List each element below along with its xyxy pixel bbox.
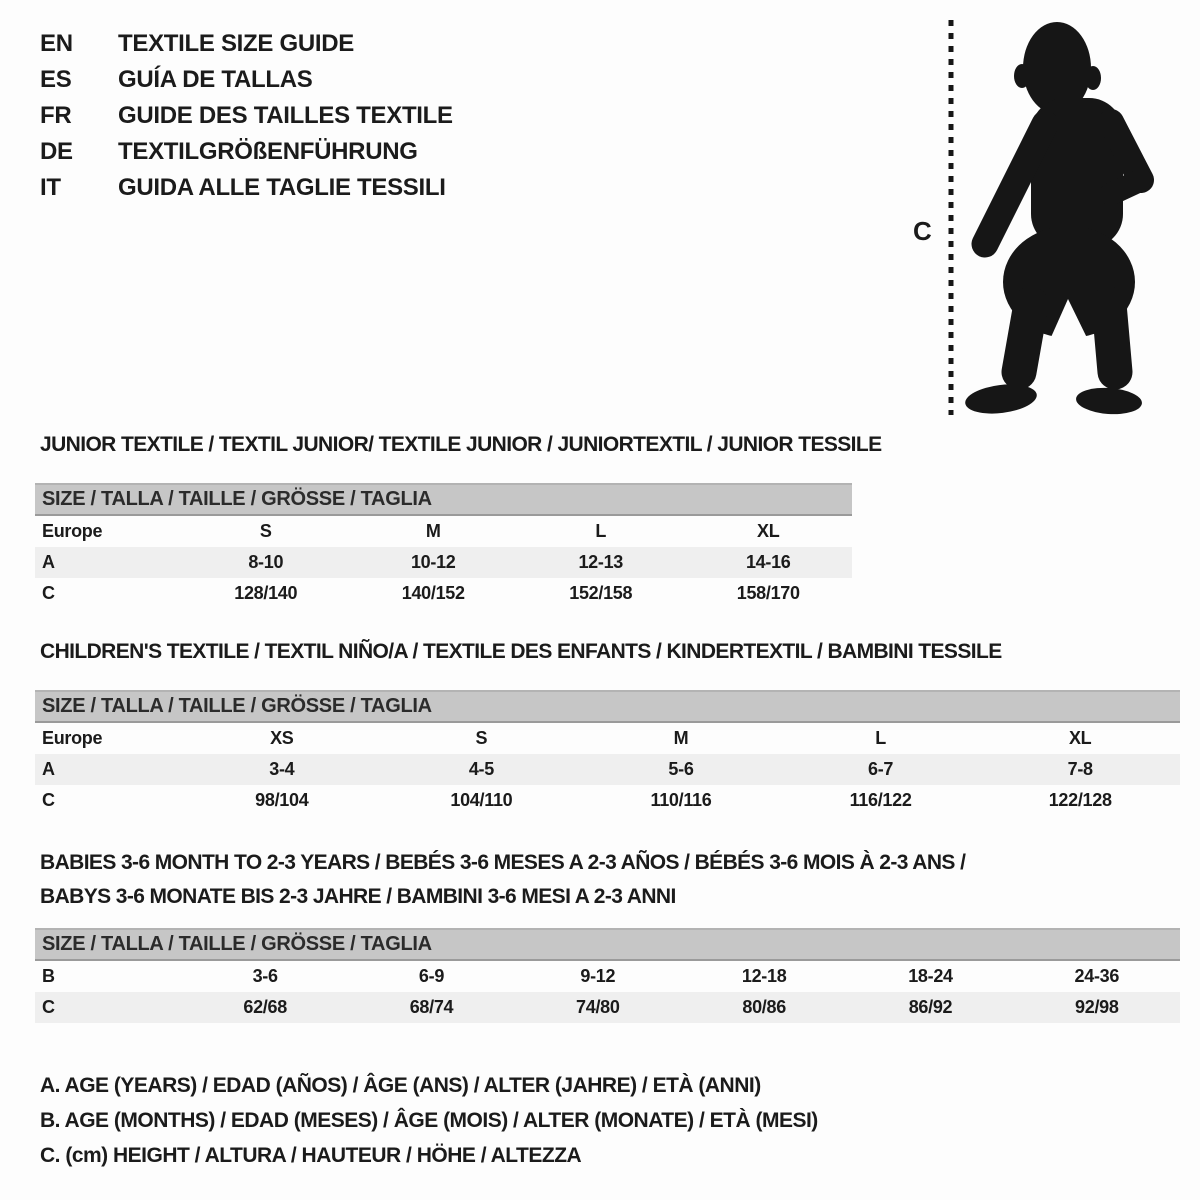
language-row-es (40, 62, 453, 98)
table-row-age (35, 547, 852, 578)
height-cell: 110/116 (650, 790, 712, 810)
language-code: DE (40, 138, 73, 165)
table-row-height (35, 785, 1180, 816)
row-label: C (42, 790, 55, 810)
row-label: C (42, 583, 55, 603)
height-cell: 80/86 (742, 997, 786, 1017)
age-cell: 9-12 (580, 966, 616, 986)
age-cell: 8-10 (248, 552, 284, 572)
children-size-table (35, 690, 1180, 816)
size-cell: XS (270, 728, 294, 748)
height-cell: 158/170 (736, 583, 800, 603)
row-label: B (42, 966, 55, 986)
section-title-line1: BABIES 3-6 MONTH TO 2-3 YEARS / BEBÉS 3-6 MESES A 2-3 AÑOS / BÉBÉS 3-6 MOIS À 2-3 ANS / (40, 851, 966, 874)
size-cell: L (595, 521, 607, 541)
height-cell: 116/122 (849, 790, 912, 810)
size-cell: XL (757, 521, 780, 541)
height-cell: 92/98 (1075, 997, 1119, 1017)
language-row-it (40, 170, 453, 206)
height-cell: 128/140 (234, 583, 298, 603)
age-cell: 18-24 (908, 966, 953, 986)
age-cell: 4-5 (468, 759, 494, 779)
guide-title: GUÍA DE TALLAS (118, 66, 313, 93)
size-cell: XL (1068, 728, 1092, 748)
size-cell: M (673, 728, 689, 748)
language-code: FR (40, 102, 72, 129)
age-cell: 6-9 (418, 966, 445, 986)
size-header-bar: SIZE / TALLA / TAILLE / GRÖSSE / TAGLIA (35, 483, 852, 516)
toddler-silhouette-icon (905, 12, 1165, 422)
size-cell: M (425, 521, 441, 541)
age-cell: 24-36 (1074, 966, 1120, 986)
size-cell: L (875, 728, 886, 748)
legend-line-c: C. (cm) HEIGHT / ALTURA / HAUTEUR / HÖHE / ALTEZZA (40, 1144, 582, 1167)
section-title: JUNIOR TEXTILE / TEXTIL JUNIOR/ TEXTILE JUNIOR / JUNIORTEXTIL / JUNIOR TESSILE (40, 433, 882, 456)
guide-title: GUIDA ALLE TAGLIE TESSILI (118, 174, 446, 201)
language-row-en (40, 26, 453, 62)
language-title-list (40, 26, 453, 206)
section-junior-textile (35, 433, 882, 609)
toddler-silhouette-figure (905, 12, 1165, 422)
height-cell: 68/74 (409, 997, 454, 1017)
height-cell: 104/110 (450, 790, 513, 810)
guide-title: TEXTILE SIZE GUIDE (118, 30, 354, 57)
age-cell: 12-18 (741, 966, 787, 986)
section-childrens-textile (35, 641, 1180, 816)
height-measure-label: C (913, 216, 932, 246)
table-row-age-months (35, 961, 1180, 992)
table-row-age (35, 754, 1180, 785)
guide-title: GUIDE DES TAILLES TEXTILE (118, 102, 453, 129)
row-label: A (42, 552, 55, 572)
guide-title: TEXTILGRÖßENFÜHRUNG (118, 138, 418, 165)
size-header-bar: SIZE / TALLA / TAILLE / GRÖSSE / TAGLIA (35, 928, 1180, 961)
section-babies-textile (35, 846, 1180, 1023)
babies-size-table (35, 928, 1180, 1023)
row-label: C (42, 997, 55, 1017)
table-row-europe (35, 723, 1180, 754)
language-code: IT (40, 174, 61, 201)
section-title-line2: BABYS 3-6 MONATE BIS 2-3 JAHRE / BAMBINI 3-6 MESI A 2-3 ANNI (40, 885, 676, 908)
language-code: ES (40, 66, 72, 93)
age-cell: 10-12 (410, 552, 456, 572)
table-row-height (35, 992, 1180, 1023)
age-cell: 7-8 (1067, 759, 1093, 779)
height-cell: 62/68 (243, 997, 287, 1017)
size-header-bar: SIZE / TALLA / TAILLE / GRÖSSE / TAGLIA (35, 690, 1180, 723)
age-cell: 12-13 (578, 552, 624, 572)
row-label: A (42, 759, 55, 779)
table-row-height (35, 578, 852, 609)
junior-size-table (35, 483, 852, 609)
measure-legend (40, 1068, 818, 1173)
legend-line-a: A. AGE (YEARS) / EDAD (AÑOS) / ÂGE (ANS) / ALTER (JAHRE) / ETÀ (ANNI) (40, 1074, 761, 1097)
table-row-europe (35, 516, 852, 547)
height-cell: 74/80 (576, 997, 620, 1017)
height-cell: 140/152 (401, 583, 465, 603)
height-cell: 98/104 (255, 790, 309, 810)
height-cell: 122/128 (1048, 790, 1112, 810)
age-cell: 3-6 (252, 966, 278, 986)
row-label: Europe (42, 521, 103, 541)
age-cell: 3-4 (269, 759, 295, 779)
language-row-fr (40, 98, 453, 134)
age-cell: 6-7 (868, 759, 894, 779)
height-cell: 86/92 (908, 997, 953, 1017)
height-cell: 152/158 (569, 583, 633, 603)
age-cell: 14-16 (745, 552, 791, 572)
size-cell: S (475, 728, 488, 748)
row-label: Europe (42, 728, 103, 748)
size-cell: S (259, 521, 272, 541)
section-title: CHILDREN'S TEXTILE / TEXTIL NIÑO/A / TEXTILE DES ENFANTS / KINDERTEXTIL / BAMBINI TESSILE (40, 640, 1002, 663)
legend-line-b: B. AGE (MONTHS) / EDAD (MESES) / ÂGE (MOIS) / ALTER (MONATE) / ETÀ (MESI) (40, 1109, 818, 1132)
language-row-de (40, 134, 453, 170)
language-code: EN (40, 30, 73, 57)
age-cell: 5-6 (668, 759, 694, 779)
